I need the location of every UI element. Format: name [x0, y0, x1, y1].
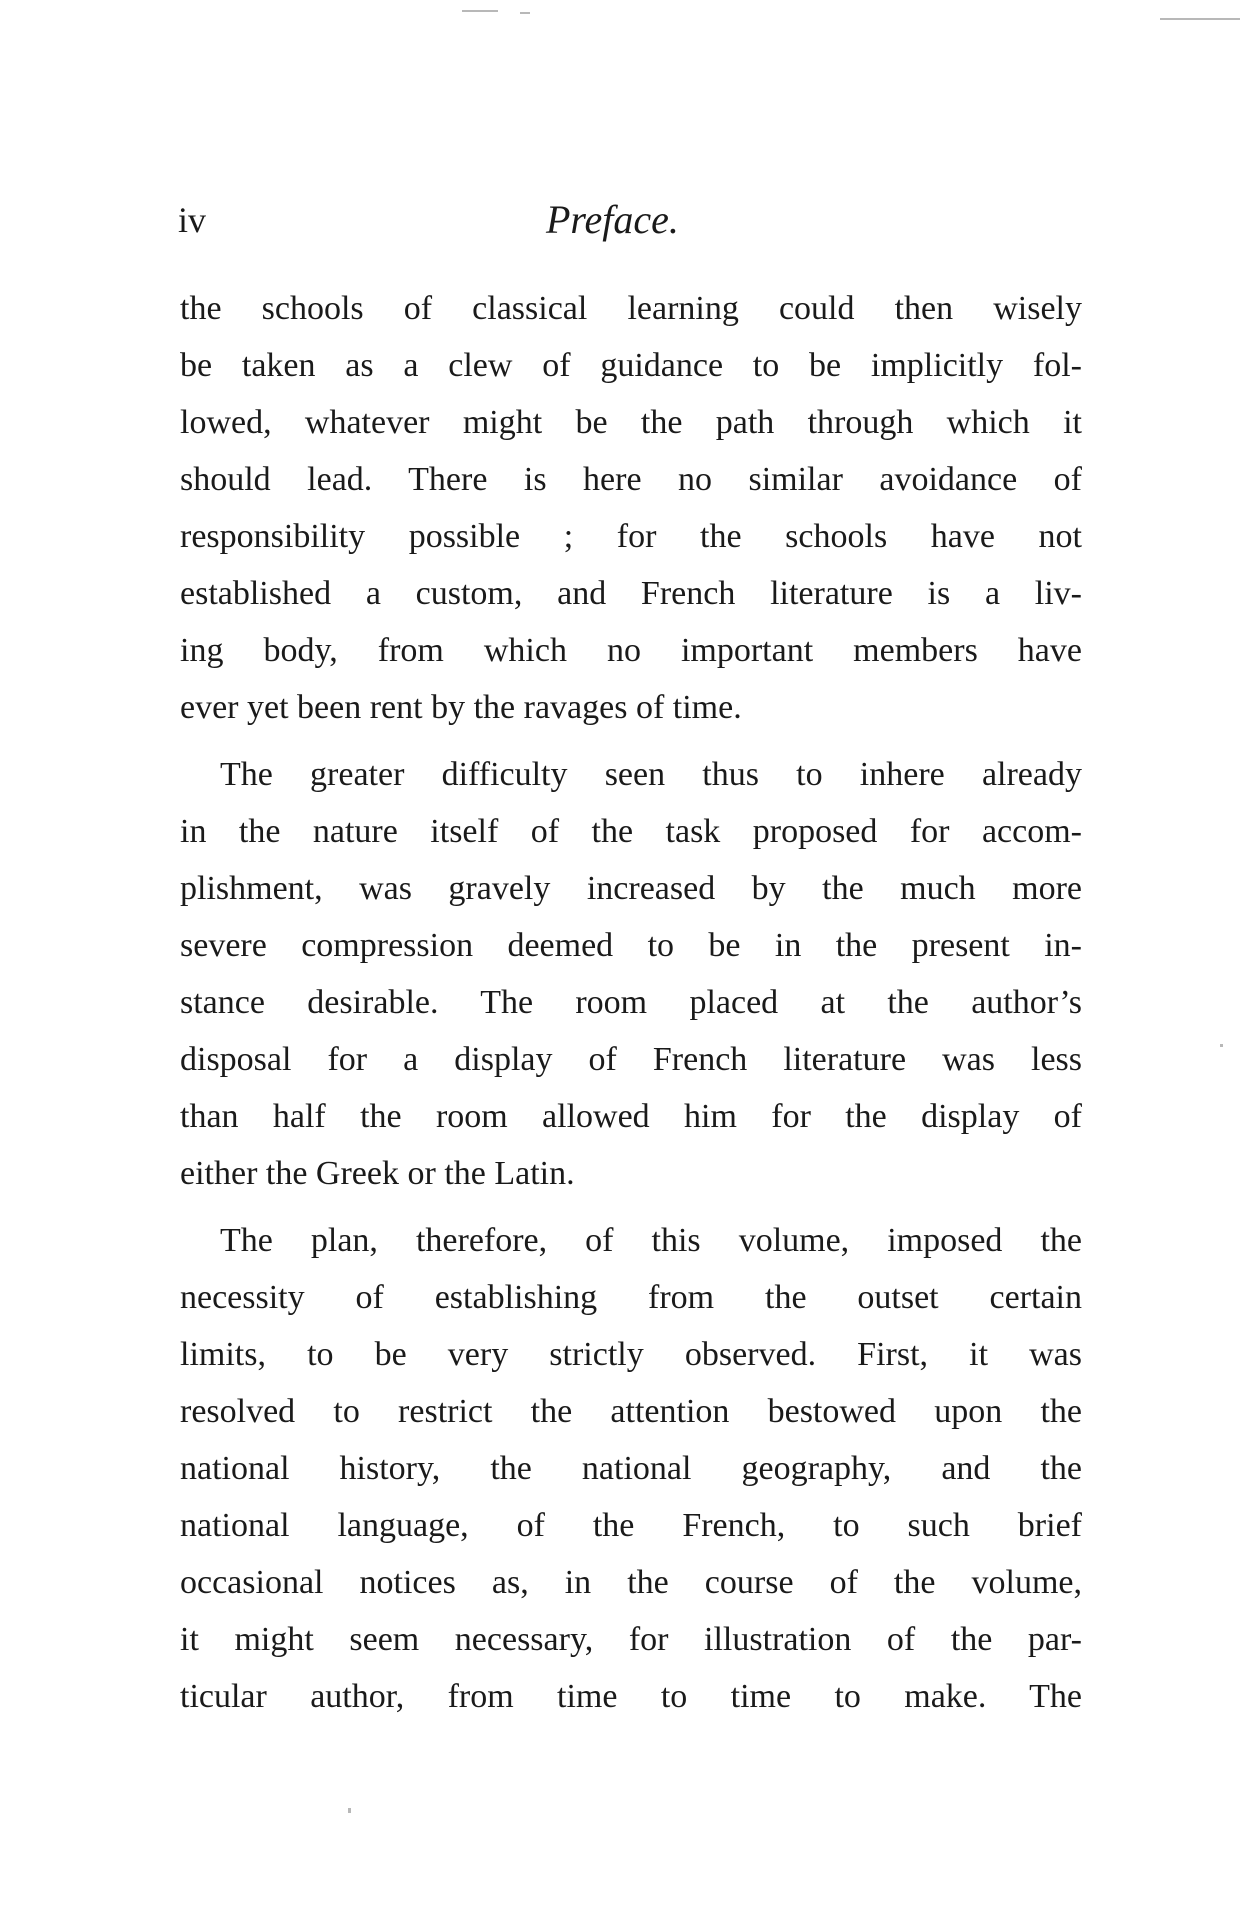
body-text [180, 280, 1082, 1725]
text-line: limits, to be very strictly observed. First, it was [180, 1336, 1082, 1373]
text-line: in the nature itself of the task proposed for accom- [180, 813, 1082, 850]
text-line: ever yet been rent by the ravages of time. [180, 689, 742, 726]
text-line: ticular author, from time to time to make. The [180, 1678, 1082, 1715]
text-line: the schools of classical learning could then wisely [180, 290, 1082, 327]
paragraph-2 [180, 746, 1082, 1202]
text-line: resolved to restrict the attention bestowed upon the [180, 1393, 1082, 1430]
scan-speck [462, 10, 498, 12]
running-title: Preface. [546, 197, 679, 242]
text-line: plishment, was gravely increased by the much more [180, 870, 1082, 907]
page-header [178, 196, 1088, 256]
text-line: severe compression deemed to be in the present in- [180, 927, 1082, 964]
text-line: The plan, therefore, of this volume, imposed the [220, 1222, 1082, 1259]
text-line: lowed, whatever might be the path through which it [180, 404, 1082, 441]
text-line: either the Greek or the Latin. [180, 1155, 575, 1192]
text-line: stance desirable. The room placed at the author’s [180, 984, 1082, 1021]
scan-edge-mark [1160, 18, 1240, 20]
text-line: national history, the national geography, and the [180, 1450, 1082, 1487]
paragraph-3 [180, 1212, 1082, 1725]
text-line: occasional notices as, in the course of the volume, [180, 1564, 1082, 1601]
text-line: necessity of establishing from the outset certain [180, 1279, 1082, 1316]
text-line: it might seem necessary, for illustration of the par- [180, 1621, 1082, 1658]
text-line: be taken as a clew of guidance to be implicitly fol- [180, 347, 1082, 384]
page-number: iv [178, 200, 207, 240]
scan-speck [348, 1808, 351, 1813]
scan-speck [520, 12, 530, 14]
text-line: ing body, from which no important members have [180, 632, 1082, 669]
text-line: than half the room allowed him for the display of [180, 1098, 1082, 1135]
text-line: The greater difficulty seen thus to inhere already [220, 756, 1082, 793]
text-line: national language, of the French, to such brief [180, 1507, 1082, 1544]
text-line: established a custom, and French literature is a liv- [180, 575, 1082, 612]
scan-speck [1220, 1044, 1223, 1047]
paragraph-1 [180, 280, 1082, 736]
text-line: responsibility possible ; for the schools have not [180, 518, 1082, 555]
text-line: disposal for a display of French literature was less [180, 1041, 1082, 1078]
text-line: should lead. There is here no similar avoidance of [180, 461, 1082, 498]
